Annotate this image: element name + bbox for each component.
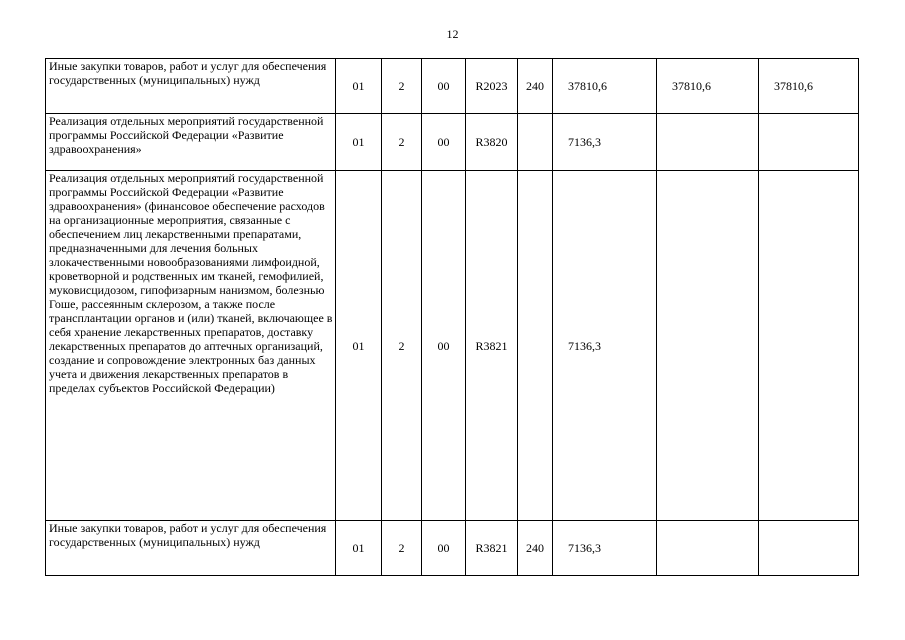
amount-cell-2 [657, 114, 759, 171]
budget-table [45, 58, 859, 576]
code-cell: 2 [382, 521, 422, 576]
row-name-cell: Реализация отдельных мероприятий государственной программы Российской Федерации «Развитие здравоохранения» (финансовое обеспечение расходов на организационные мероприятия, связанные с обеспечением лиц лекарственными препаратами, предназначенными для лечения больных злокачественными новообразованиями лимфоидной, кроветворной и родственных им тканей, гемофилией, муковисцидозом, гипофизарным нанизмом, болезнью Гоше, рассеянным склерозом, а также после трансплантации органов и (или) тканей, включающее в себя хранение лекарственных препаратов, доставку лекарственных препаратов до аптечных организаций, создание и сопровождение электронных баз данных учета и движения лекарственных препаратов в пределах субъектов Российской Федерации) [46, 171, 336, 521]
amount-cell-2 [657, 171, 759, 521]
expense-type-cell: 240 [518, 59, 553, 114]
target-code-cell: R2023 [466, 59, 518, 114]
code-cell: 01 [336, 521, 382, 576]
code-cell: 00 [422, 59, 466, 114]
table-row [46, 521, 859, 576]
target-code-cell: R3820 [466, 114, 518, 171]
table-row [46, 114, 859, 171]
page-number: 12 [446, 27, 459, 41]
code-cell: 00 [422, 171, 466, 521]
target-code-cell: R3821 [466, 521, 518, 576]
code-cell: 00 [422, 521, 466, 576]
target-code-cell: R3821 [466, 171, 518, 521]
amount-cell-3 [759, 114, 859, 171]
code-cell: 2 [382, 59, 422, 114]
code-cell: 2 [382, 114, 422, 171]
code-cell: 2 [382, 171, 422, 521]
row-name-cell: Иные закупки товаров, работ и услуг для обеспечения государственных (муниципальных) нужд [46, 521, 336, 576]
amount-cell-2: 37810,6 [657, 59, 759, 114]
expense-type-cell [518, 114, 553, 171]
code-cell: 00 [422, 114, 466, 171]
row-name-cell: Иные закупки товаров, работ и услуг для обеспечения государственных (муниципальных) нужд [46, 59, 336, 114]
code-cell: 01 [336, 171, 382, 521]
amount-cell-1: 7136,3 [553, 171, 657, 521]
expense-type-cell: 240 [518, 521, 553, 576]
amount-cell-3 [759, 521, 859, 576]
expense-type-cell [518, 171, 553, 521]
code-cell: 01 [336, 114, 382, 171]
amount-cell-3 [759, 171, 859, 521]
table-row [46, 59, 859, 114]
row-name-cell: Реализация отдельных мероприятий государственной программы Российской Федерации «Развитие здравоохранения» [46, 114, 336, 171]
amount-cell-1: 7136,3 [553, 521, 657, 576]
code-cell: 01 [336, 59, 382, 114]
amount-cell-1: 37810,6 [553, 59, 657, 114]
amount-cell-2 [657, 521, 759, 576]
table-row [46, 171, 859, 521]
amount-cell-1: 7136,3 [553, 114, 657, 171]
amount-cell-3: 37810,6 [759, 59, 859, 114]
